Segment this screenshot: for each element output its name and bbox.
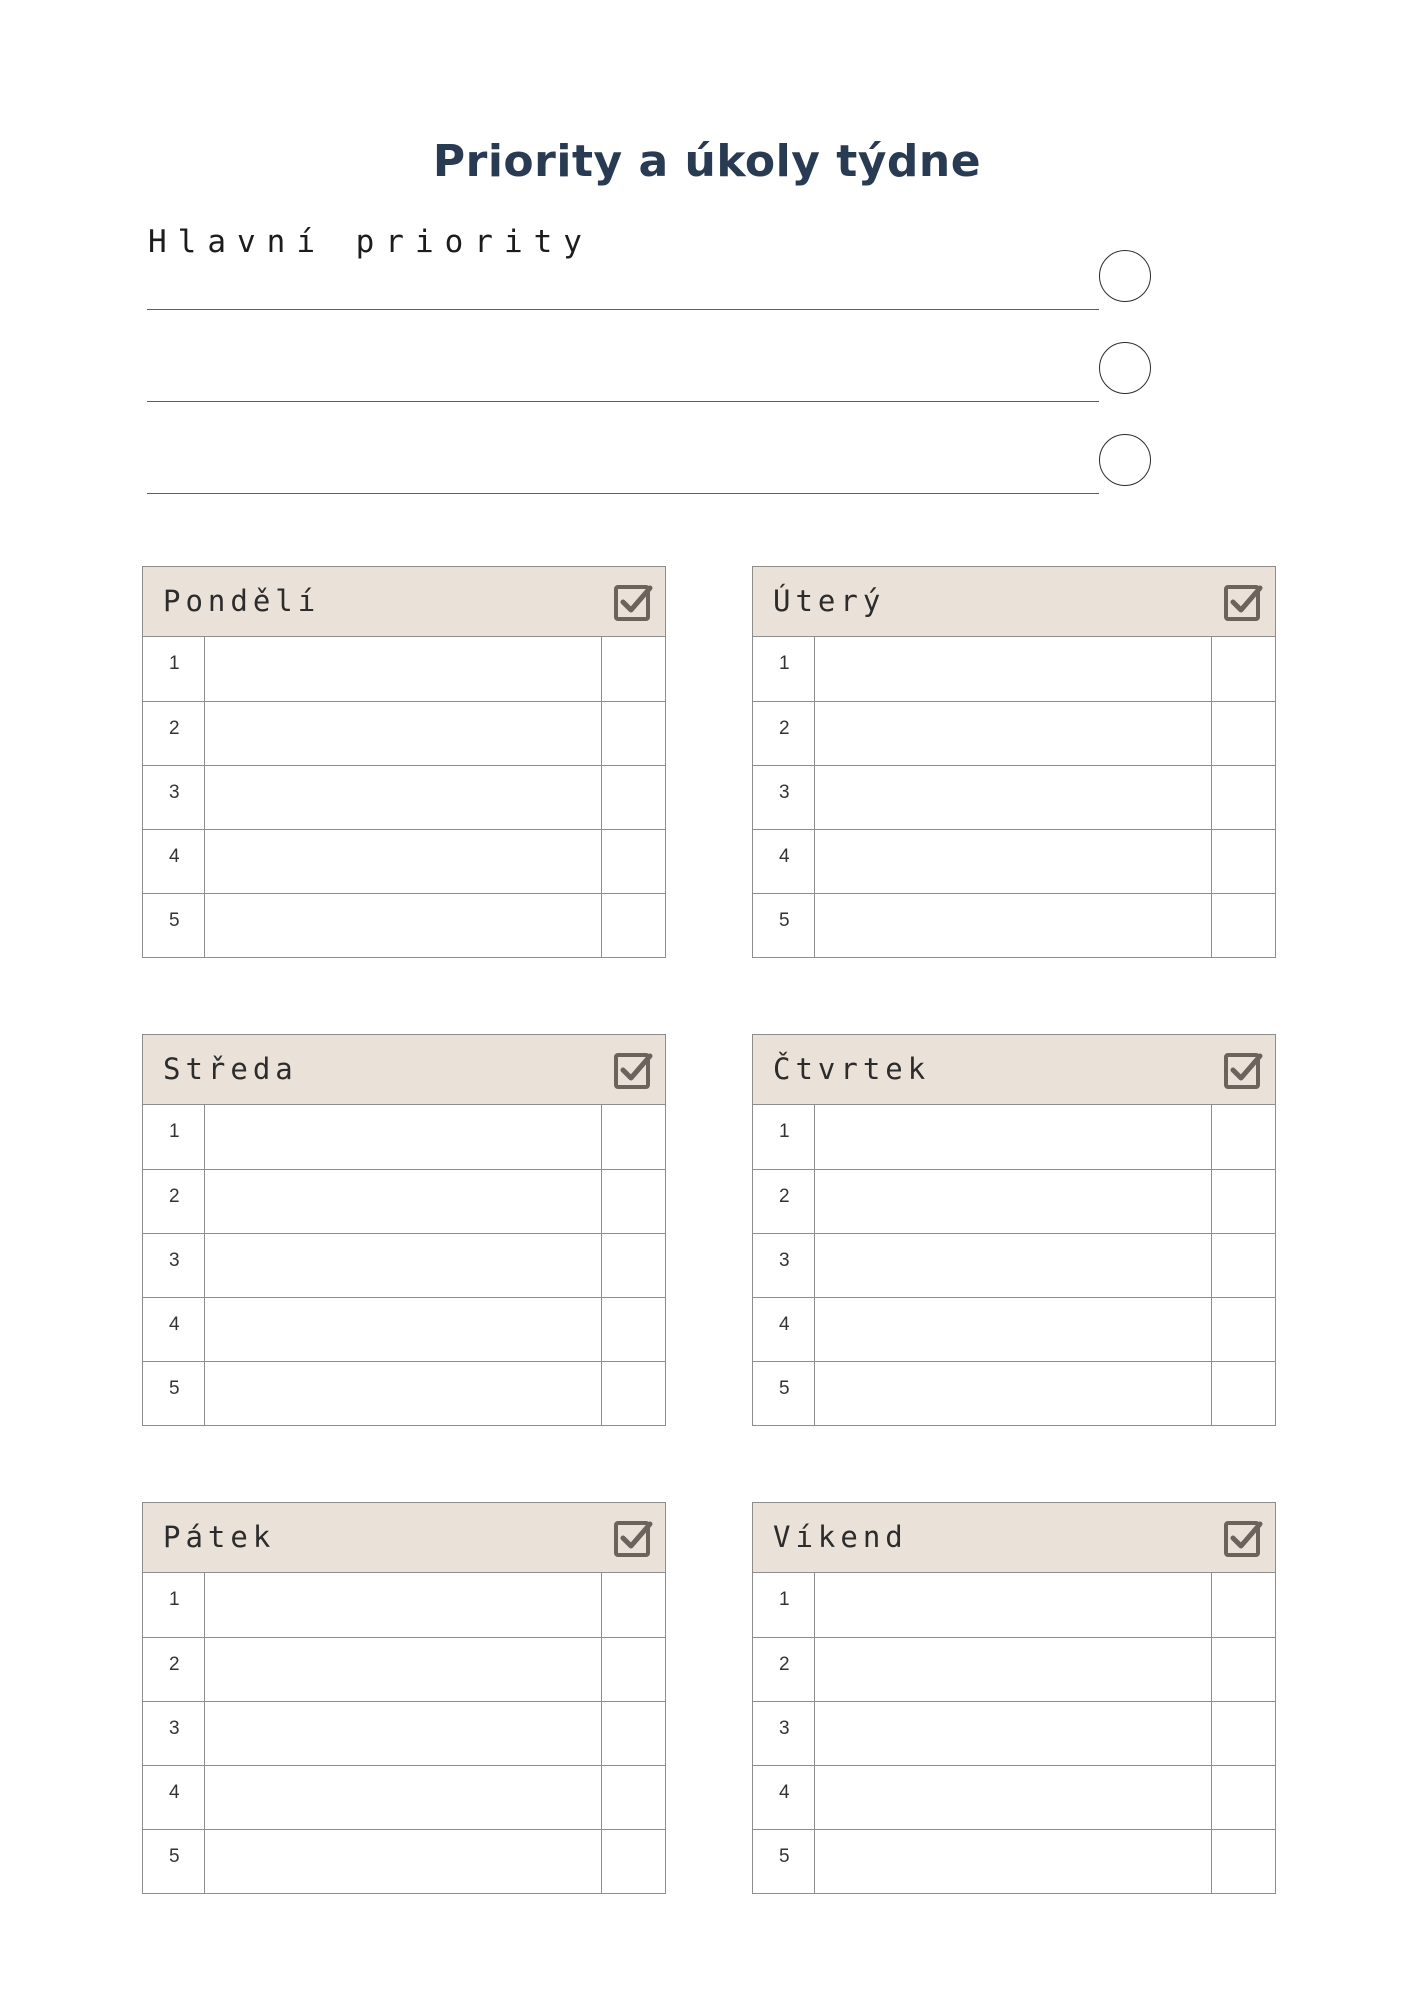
task-checkbox[interactable] bbox=[602, 894, 664, 957]
task-number: 3 bbox=[143, 766, 205, 829]
task-checkbox[interactable] bbox=[1212, 1573, 1274, 1637]
task-input[interactable] bbox=[205, 894, 602, 957]
task-number: 4 bbox=[753, 1766, 815, 1829]
task-input[interactable] bbox=[815, 1298, 1212, 1361]
task-row bbox=[143, 1169, 665, 1233]
task-number: 4 bbox=[753, 830, 815, 893]
task-row bbox=[753, 1105, 1275, 1169]
task-input[interactable] bbox=[815, 1702, 1212, 1765]
day-header bbox=[143, 1503, 665, 1573]
task-row bbox=[753, 1637, 1275, 1701]
task-number: 2 bbox=[143, 702, 205, 765]
task-checkbox[interactable] bbox=[1212, 830, 1274, 893]
checked-box-icon bbox=[1223, 582, 1263, 622]
task-input[interactable] bbox=[205, 1170, 602, 1233]
task-checkbox[interactable] bbox=[1212, 1298, 1274, 1361]
task-number: 2 bbox=[753, 1170, 815, 1233]
task-input[interactable] bbox=[205, 1638, 602, 1701]
task-number: 1 bbox=[753, 637, 815, 701]
task-row bbox=[753, 701, 1275, 765]
priority-row bbox=[147, 434, 1155, 494]
task-checkbox[interactable] bbox=[1212, 1766, 1274, 1829]
task-row bbox=[753, 637, 1275, 701]
day-name: Středa bbox=[163, 1052, 298, 1086]
task-input[interactable] bbox=[205, 1298, 602, 1361]
task-checkbox[interactable] bbox=[602, 766, 664, 829]
task-number: 5 bbox=[143, 1830, 205, 1893]
task-row bbox=[143, 1233, 665, 1297]
task-row bbox=[143, 701, 665, 765]
task-number: 4 bbox=[753, 1298, 815, 1361]
task-input[interactable] bbox=[205, 1105, 602, 1169]
task-number: 3 bbox=[753, 1702, 815, 1765]
task-input[interactable] bbox=[205, 1362, 602, 1425]
task-checkbox[interactable] bbox=[1212, 637, 1274, 701]
day-header bbox=[753, 1503, 1275, 1573]
task-number: 5 bbox=[753, 1830, 815, 1893]
task-checkbox[interactable] bbox=[602, 1766, 664, 1829]
task-number: 2 bbox=[143, 1170, 205, 1233]
task-number: 5 bbox=[753, 894, 815, 957]
task-number: 1 bbox=[143, 1573, 205, 1637]
task-number: 5 bbox=[753, 1362, 815, 1425]
task-input[interactable] bbox=[815, 1105, 1212, 1169]
priority-line-1[interactable] bbox=[147, 309, 1099, 310]
task-checkbox[interactable] bbox=[602, 830, 664, 893]
task-input[interactable] bbox=[205, 830, 602, 893]
task-row bbox=[753, 1765, 1275, 1829]
priority-circle-checkbox[interactable] bbox=[1099, 342, 1151, 394]
task-number: 1 bbox=[753, 1105, 815, 1169]
task-input[interactable] bbox=[205, 766, 602, 829]
task-checkbox[interactable] bbox=[1212, 894, 1274, 957]
day-table-1 bbox=[142, 566, 666, 958]
task-number: 5 bbox=[143, 894, 205, 957]
priority-line-3[interactable] bbox=[147, 493, 1099, 494]
day-table-4 bbox=[752, 1034, 1276, 1426]
day-header bbox=[753, 1035, 1275, 1105]
task-checkbox[interactable] bbox=[602, 702, 664, 765]
task-row bbox=[753, 1701, 1275, 1765]
task-input[interactable] bbox=[815, 1830, 1212, 1893]
day-header bbox=[753, 567, 1275, 637]
task-number: 1 bbox=[143, 637, 205, 701]
task-input[interactable] bbox=[815, 702, 1212, 765]
day-name: Pondělí bbox=[163, 584, 321, 618]
task-number: 3 bbox=[753, 1234, 815, 1297]
task-checkbox[interactable] bbox=[1212, 702, 1274, 765]
task-checkbox[interactable] bbox=[602, 1830, 664, 1893]
day-name: Víkend bbox=[773, 1520, 908, 1554]
task-row bbox=[143, 1573, 665, 1637]
task-checkbox[interactable] bbox=[602, 1362, 664, 1425]
task-number: 5 bbox=[143, 1362, 205, 1425]
task-number: 3 bbox=[143, 1702, 205, 1765]
task-checkbox[interactable] bbox=[1212, 1105, 1274, 1169]
task-row bbox=[143, 1765, 665, 1829]
task-checkbox[interactable] bbox=[602, 1234, 664, 1297]
task-input[interactable] bbox=[815, 637, 1212, 701]
task-number: 2 bbox=[143, 1638, 205, 1701]
task-input[interactable] bbox=[815, 1170, 1212, 1233]
task-row bbox=[753, 893, 1275, 957]
priority-row bbox=[147, 250, 1155, 310]
task-input[interactable] bbox=[815, 1362, 1212, 1425]
task-row bbox=[143, 765, 665, 829]
checked-box-icon bbox=[613, 582, 653, 622]
task-row bbox=[753, 1829, 1275, 1893]
task-number: 1 bbox=[143, 1105, 205, 1169]
task-row bbox=[753, 1169, 1275, 1233]
task-input[interactable] bbox=[815, 1766, 1212, 1829]
task-input[interactable] bbox=[205, 1830, 602, 1893]
day-name: Pátek bbox=[163, 1520, 276, 1554]
task-number: 3 bbox=[143, 1234, 205, 1297]
task-number: 3 bbox=[753, 766, 815, 829]
task-row bbox=[753, 829, 1275, 893]
task-input[interactable] bbox=[815, 1234, 1212, 1297]
task-checkbox[interactable] bbox=[602, 1638, 664, 1701]
task-checkbox[interactable] bbox=[1212, 766, 1274, 829]
priority-circle-checkbox[interactable] bbox=[1099, 434, 1151, 486]
checked-box-icon bbox=[1223, 1050, 1263, 1090]
task-row bbox=[143, 1105, 665, 1169]
task-checkbox[interactable] bbox=[1212, 1234, 1274, 1297]
task-input[interactable] bbox=[815, 830, 1212, 893]
priority-circle-checkbox[interactable] bbox=[1099, 250, 1151, 302]
task-number: 1 bbox=[753, 1573, 815, 1637]
task-row bbox=[753, 765, 1275, 829]
task-number: 4 bbox=[143, 830, 205, 893]
task-checkbox[interactable] bbox=[602, 1105, 664, 1169]
task-row bbox=[753, 1361, 1275, 1425]
task-checkbox[interactable] bbox=[602, 1298, 664, 1361]
task-checkbox[interactable] bbox=[1212, 1638, 1274, 1701]
checked-box-icon bbox=[1223, 1518, 1263, 1558]
task-input[interactable] bbox=[815, 1638, 1212, 1701]
day-header bbox=[143, 567, 665, 637]
checked-box-icon bbox=[613, 1518, 653, 1558]
task-input[interactable] bbox=[205, 637, 602, 701]
task-row bbox=[143, 1701, 665, 1765]
day-table-5 bbox=[142, 1502, 666, 1894]
task-input[interactable] bbox=[815, 1573, 1212, 1637]
page-title: Priority a úkoly týdne bbox=[432, 136, 982, 187]
task-input[interactable] bbox=[205, 1766, 602, 1829]
task-input[interactable] bbox=[205, 702, 602, 765]
day-header bbox=[143, 1035, 665, 1105]
task-row bbox=[143, 1637, 665, 1701]
day-name: Čtvrtek bbox=[773, 1052, 931, 1086]
checked-box-icon bbox=[613, 1050, 653, 1090]
task-checkbox[interactable] bbox=[602, 1170, 664, 1233]
task-number: 4 bbox=[143, 1298, 205, 1361]
task-checkbox[interactable] bbox=[1212, 1170, 1274, 1233]
task-input[interactable] bbox=[205, 1573, 602, 1637]
priority-line-2[interactable] bbox=[147, 401, 1099, 402]
day-table-2 bbox=[752, 566, 1276, 958]
task-checkbox[interactable] bbox=[1212, 1830, 1274, 1893]
main-priorities-heading: Hlavní priority bbox=[148, 224, 593, 260]
task-input[interactable] bbox=[205, 1702, 602, 1765]
task-row bbox=[143, 1829, 665, 1893]
task-checkbox[interactable] bbox=[602, 637, 664, 701]
task-checkbox[interactable] bbox=[602, 1702, 664, 1765]
task-input[interactable] bbox=[815, 894, 1212, 957]
task-row bbox=[143, 1297, 665, 1361]
task-checkbox[interactable] bbox=[1212, 1702, 1274, 1765]
task-number: 2 bbox=[753, 702, 815, 765]
task-checkbox[interactable] bbox=[1212, 1362, 1274, 1425]
task-row bbox=[753, 1233, 1275, 1297]
task-number: 2 bbox=[753, 1638, 815, 1701]
task-row bbox=[143, 893, 665, 957]
task-row bbox=[753, 1573, 1275, 1637]
task-row bbox=[143, 637, 665, 701]
task-row bbox=[143, 829, 665, 893]
day-table-6 bbox=[752, 1502, 1276, 1894]
task-input[interactable] bbox=[205, 1234, 602, 1297]
day-table-3 bbox=[142, 1034, 666, 1426]
task-input[interactable] bbox=[815, 766, 1212, 829]
task-number: 4 bbox=[143, 1766, 205, 1829]
task-checkbox[interactable] bbox=[602, 1573, 664, 1637]
day-name: Úterý bbox=[773, 584, 886, 618]
task-row bbox=[753, 1297, 1275, 1361]
priority-row bbox=[147, 342, 1155, 402]
task-row bbox=[143, 1361, 665, 1425]
